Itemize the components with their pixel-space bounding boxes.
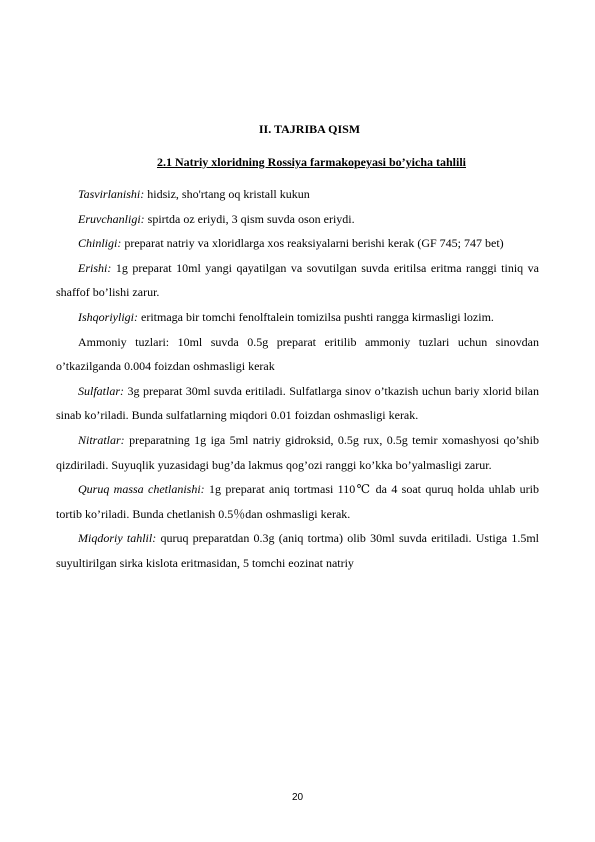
paragraph-sulfates [56,379,539,428]
paragraph-dry-mass-loss [56,477,539,526]
paragraph-label: Chinligi: [78,236,122,251]
paragraph-identity [56,231,539,256]
paragraph-text: quruq preparatdan 0.3g (aniq tortma) olib 30ml suvda eritiladi. Ustiga 1.5ml suyultirilgan sirka kislota eritmasidan, 5 tomchi eozinat natriy [56,531,539,570]
paragraph-text: hidsiz, sho'rtang oq kristall kukun [144,187,310,201]
paragraph-text: spirtda oz eriydi, 3 qism suvda oson eriydi. [144,211,355,226]
subsection-title: 2.1 Natriy xloridning Rossiya farmakopeyasi bo’yicha tahlili [156,155,467,169]
paragraph-text: eritmaga bir tomchi fenolftalein tomizilsa pushti rangga kirmasligi lozim. [138,309,494,324]
paragraph-label: Tasvirlanishi: [78,187,145,201]
paragraph-text: Ammoniy tuzlari: 10ml suvda 0.5g preparat eritilib ammoniy tuzlari uchun sinovdan o’tkazilganda 0.004 foizdan oshmasligi kerak [56,334,539,374]
paragraph-text: 3g preparat 30ml suvda eritiladi. Sulfatlarga sinov o’tkazish uchun bariy xlorid bilan sinab ko’riladi. Bunda sulfatlarning miqdori 0.01 foizdan oshmasligi kerak. [56,383,539,423]
paragraph-alkalinity [56,305,539,330]
paragraph-solubility [56,207,539,232]
paragraph-text: 1g preparat 10ml yangi qayatilgan va sovutilgan suvda eritilsa eritma ranggi tiniq va shaffof bo’lishi zarur. [56,260,539,300]
paragraph-label: Sulfatlar: [78,383,125,398]
paragraph-text: 1g preparat aniq tortmasi 110℃ da 4 soat quruq holda uhlab urib tortib ko’riladi. Bunda chetlanish 0.5％dan oshmasligi kerak. [56,482,540,521]
paragraph-text: preparat natriy va xloridlarga xos reaksiyalarni berishi kerak (GF 745; 747 bet) [121,236,504,251]
paragraph-label: Erishi: [78,260,112,275]
body-text [56,182,539,576]
paragraph-text: preparatning 1g iga 5ml natriy gidroksid, 0.5g rux, 0.5g temir xomashyosi qo’shib qizdiriladi. Suyuqlik yuzasidagi bug’da lakmus qog’ozi ranggi ko’kka bo’yalmasligi zarur. [56,432,539,472]
paragraph-label: Miqdoriy tahlil: [78,531,157,546]
section-title: II. TAJRIBA QISM [258,122,361,136]
paragraph-ammonium-salts [56,330,539,379]
paragraph-label: Nitratlar: [78,432,125,447]
paragraph-description [56,182,539,207]
paragraph-label: Eruvchanligi: [78,211,145,226]
paragraph-quantitative-analysis [56,526,539,575]
paragraph-dissolution [56,256,539,305]
paragraph-label: Quruq massa chetlanishi: [78,482,205,497]
paragraph-nitrates [56,428,539,477]
page-number: 20 [291,792,304,803]
paragraph-label: Ishqoriyligi: [78,309,138,324]
